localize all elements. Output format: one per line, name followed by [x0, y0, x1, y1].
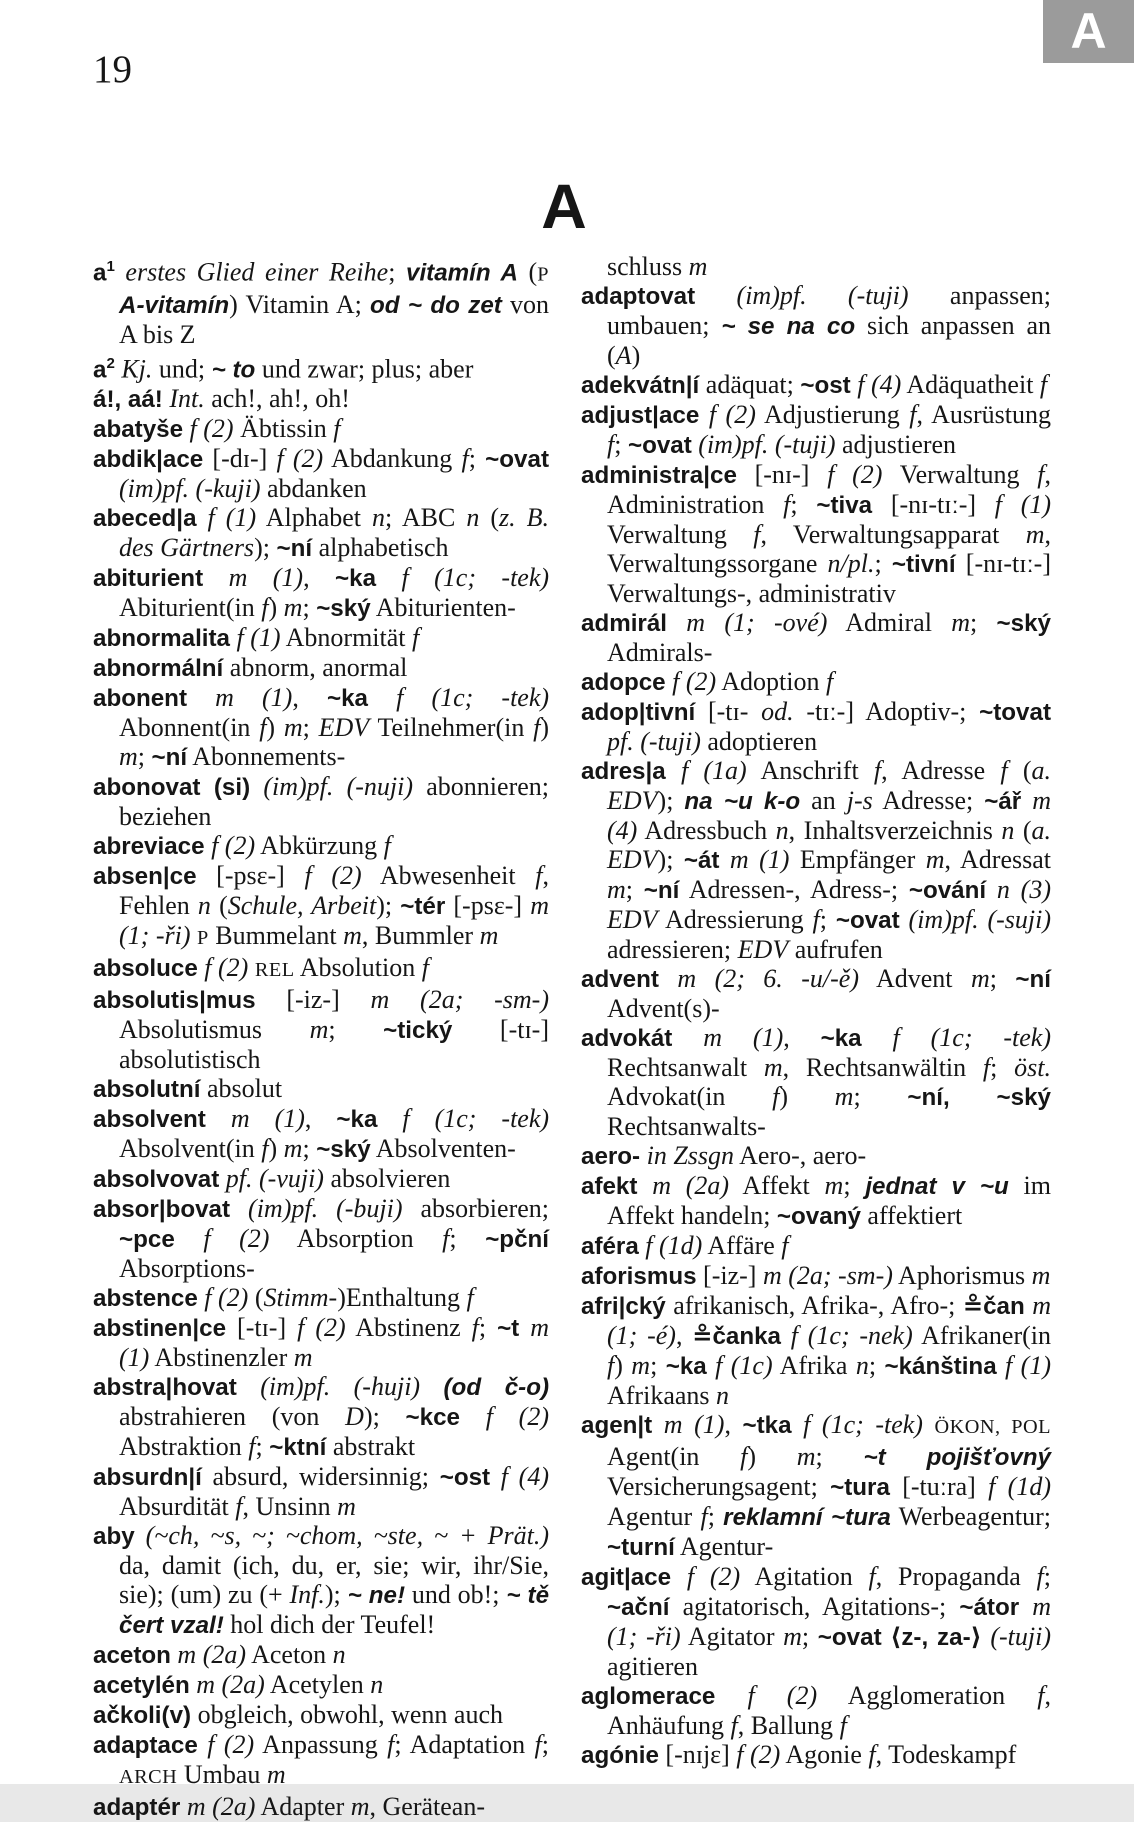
dictionary-entry: abiturient m (1), ~ka f (1c; -tek) Abiturient(in f) m; ~ský Abiturienten- [93, 563, 550, 623]
dictionary-entry: absor|bovat (im)pf. (-buji) absorbieren; ~pce f (2) Absorption f; ~pční Absorptions- [93, 1194, 549, 1284]
dictionary-entry: absolutní absolut [93, 1074, 283, 1104]
dictionary-entry: acetylén m (2a) Acetylen n [93, 1670, 384, 1700]
dictionary-entry: afekt m (2a) Affekt m; jednat v ~u im Affekt handeln; ~ovaný affektiert [581, 1171, 1052, 1230]
dictionary-entry: absen|ce [-psɛ-] f (2) Abwesenheit f, Fehlen n (Schule, Arbeit); ~tér [-psɛ-] m (1; -ři) P Bummelant m, Bummler m [93, 861, 549, 951]
section-heading-letter: A [541, 172, 587, 242]
dictionary-entry: adaptér m (2a) Adapter m, Gerätean- [93, 1792, 485, 1822]
dictionary-entry: á!, aá! Int. ach!, ah!, oh! [93, 384, 350, 414]
dictionary-entry: absolvent m (1), ~ka f (1c; -tek) Absolvent(in f) m; ~ský Absolventen- [93, 1104, 550, 1164]
dictionary-entry: adjust|ace f (2) Adjustierung f, Ausrüstung f; ~ovat (im)pf. (-tuji) adjustieren [581, 400, 1052, 459]
dictionary-entry: absoluce f (2) REL Absolution f [93, 953, 429, 983]
dictionary-entry: advent m (2; 6. -u/-ě) Advent m; ~ní Advent(s)- [581, 964, 1051, 1023]
dictionary-entry: adekvátn|í adäquat; ~ost f (4) Adäquatheit f [581, 370, 1048, 399]
dictionary-entry: aceton m (2a) Aceton n [93, 1640, 346, 1670]
dictionary-entry: adop|tivní [-tɪ- od. -tɪː-] Adoptiv-; ~tovat pf. (-tuji) adoptieren [581, 697, 1051, 756]
dictionary-entry: adres|a f (1a) Anschrift f, Adresse f (a. EDV); na ~u k-o an j-s Adresse; ~ář m (4) Adressbuch n, Inhaltsverzeichnis n (a. EDV); ~át m (1) Empfänger m, Adressat m; ~ní Adressen-, Adress-; ~ování n (3) EDV Adressierung f; ~ovat (im)pf. (-suji) adressieren; EDV aufrufen [581, 756, 1051, 964]
column-left [93, 252, 549, 1822]
dictionary-entry: abstinen|ce [-tɪ-] f (2) Abstinenz f; ~t m (1) Abstinenzler m [93, 1313, 549, 1373]
dictionary-entry: abatyše f (2) Äbtissin f [93, 414, 341, 444]
dictionary-entry: $a^1$ erstes Glied einer Reihe; vitamín A (P A-vitamín) Vitamin A; od ~ do zet von A bis Z [93, 257, 550, 349]
dictionary-entry: aby (~ch, ~s, ~; ~chom, ~ste, ~ + Prät.) da, damit (ich, du, er, sie; wir, ihr/Sie, sie); (um) zu (+ Inf.); ~ ne! und ob!; ~ tě čert vzal! hol dich der Teufel! [93, 1521, 550, 1640]
dictionary-entry: abeced|a f (1) Alphabet n; ABC n (z. B. des Gärtners); ~ní alphabetisch [93, 503, 550, 563]
dictionary-entry: aero- in Zssgn Aero-, aero- [581, 1141, 867, 1170]
thumb-index-tab [1043, 0, 1134, 63]
dictionary-entry: abstence f (2) (Stimm-)Enthaltung f [93, 1283, 474, 1313]
dictionary-entry: admirál m (1; -ové) Admiral m; ~ský Admirals- [581, 608, 1051, 667]
dictionary-entry: agit|ace f (2) Agitation f, Propaganda f; ~ační agitatorisch, Agitations-; ~átor m (1; -ři) Agitator m; ~ovat ⟨z-, za-⟩ (-tuji) agitieren [581, 1562, 1052, 1681]
dictionary-entry: absurdn|í absurd, widersinnig; ~ost f (4) Absurdität f, Unsinn m [93, 1462, 549, 1522]
dictionary-entry: agen|t m (1), ~tka f (1c; -tek) ÖKON, POL Agent(in f) m; ~t pojišťovný Versicherungsagent; ~tura [-tuːra] f (1d) Agentur f; reklamní ~tura Werbeagentur; ~turní Agentur- [581, 1410, 1052, 1561]
dictionary-entry: abdik|ace [-dɪ-] f (2) Abdankung f; ~ovat (im)pf. (-kuji) abdanken [93, 444, 549, 504]
dictionary-entry: abstra|hovat (im)pf. (-huji) (od č-o) abstrahieren (von D); ~kce f (2) Abstraktion f; ~ktní abstrakt [93, 1372, 550, 1462]
dictionary-entry: abnormální abnorm, anormal [93, 653, 408, 683]
dictionary-entry: agónie [-nɪjɛ] f (2) Agonie f, Todeskampf [581, 1740, 1017, 1769]
thumb-index-letter: A [1070, 2, 1107, 59]
dictionary-entry: absolutis|mus [-iz-] m (2a; -sm-) Absolutismus m; ~tický [-tɪ-] absolutistisch [93, 985, 549, 1075]
dictionary-entry: adaptace f (2) Anpassung f; Adaptation f; ARCH Umbau m [93, 1730, 549, 1790]
dictionary-entry: aglomerace f (2) Agglomeration f, Anhäufung f, Ballung f [581, 1681, 1051, 1740]
dictionary-entry: afri|cký afrikanisch, Afrika-, Afro-; ≗čan m (1; -é), ≗čanka f (1c; -nek) Afrikaner(in f) m; ~ka f (1c) Afrika n; ~kánština f (1) Afrikaans n [581, 1291, 1052, 1410]
entry-continuation: schluss m [607, 252, 708, 281]
dictionary-entry: ačkoli(v) obgleich, obwohl, wenn auch [93, 1700, 504, 1730]
dictionary-entry: abreviace f (2) Abkürzung f [93, 831, 391, 861]
dictionary-entry: abnormalita f (1) Abnormität f [93, 623, 420, 653]
dictionary-entry: adopce f (2) Adoption f [581, 667, 834, 696]
dictionary-entry: absolvovat pf. (-vuji) absolvieren [93, 1164, 451, 1194]
column-right [581, 252, 1051, 1822]
dictionary-entry: abonovat (si) (im)pf. (-nuji) abonnieren; beziehen [93, 772, 549, 832]
dictionary-entry: administra|ce [-nɪ-] f (2) Verwaltung f, Administration f; ~tiva [-nɪ-tɪː-] f (1) Verwaltung f, Verwaltungsapparat m, Verwaltungssorgane n/pl.; ~tivní [-nɪ-tɪː-] Verwaltungs-, administrativ [581, 460, 1052, 608]
page-number: 19 [93, 48, 132, 91]
dictionary-entry: aféra f (1d) Affäre f [581, 1231, 789, 1260]
dictionary-entry: adaptovat (im)pf. (-tuji) anpassen; umbauen; ~ se na co sich anpassen an (A) [581, 281, 1052, 370]
dictionary-entry: aforismus [-iz-] m (2a; -sm-) Aphorismus m [581, 1261, 1051, 1290]
dictionary-entry: advokát m (1), ~ka f (1c; -tek) Rechtsanwalt m, Rechtsanwältin f; öst. Advokat(in f) m; ~ní, ~ský Rechtsanwalts- [581, 1023, 1052, 1141]
text-columns [93, 252, 1051, 1822]
dictionary-entry: abonent m (1), ~ka f (1c; -tek) Abonnent(in f) m; EDV Teilnehmer(in f) m; ~ní Abonnements- [93, 683, 550, 772]
dictionary-entry: $a^2$ Kj. und; ~ to und zwar; plus; aber [93, 354, 474, 384]
